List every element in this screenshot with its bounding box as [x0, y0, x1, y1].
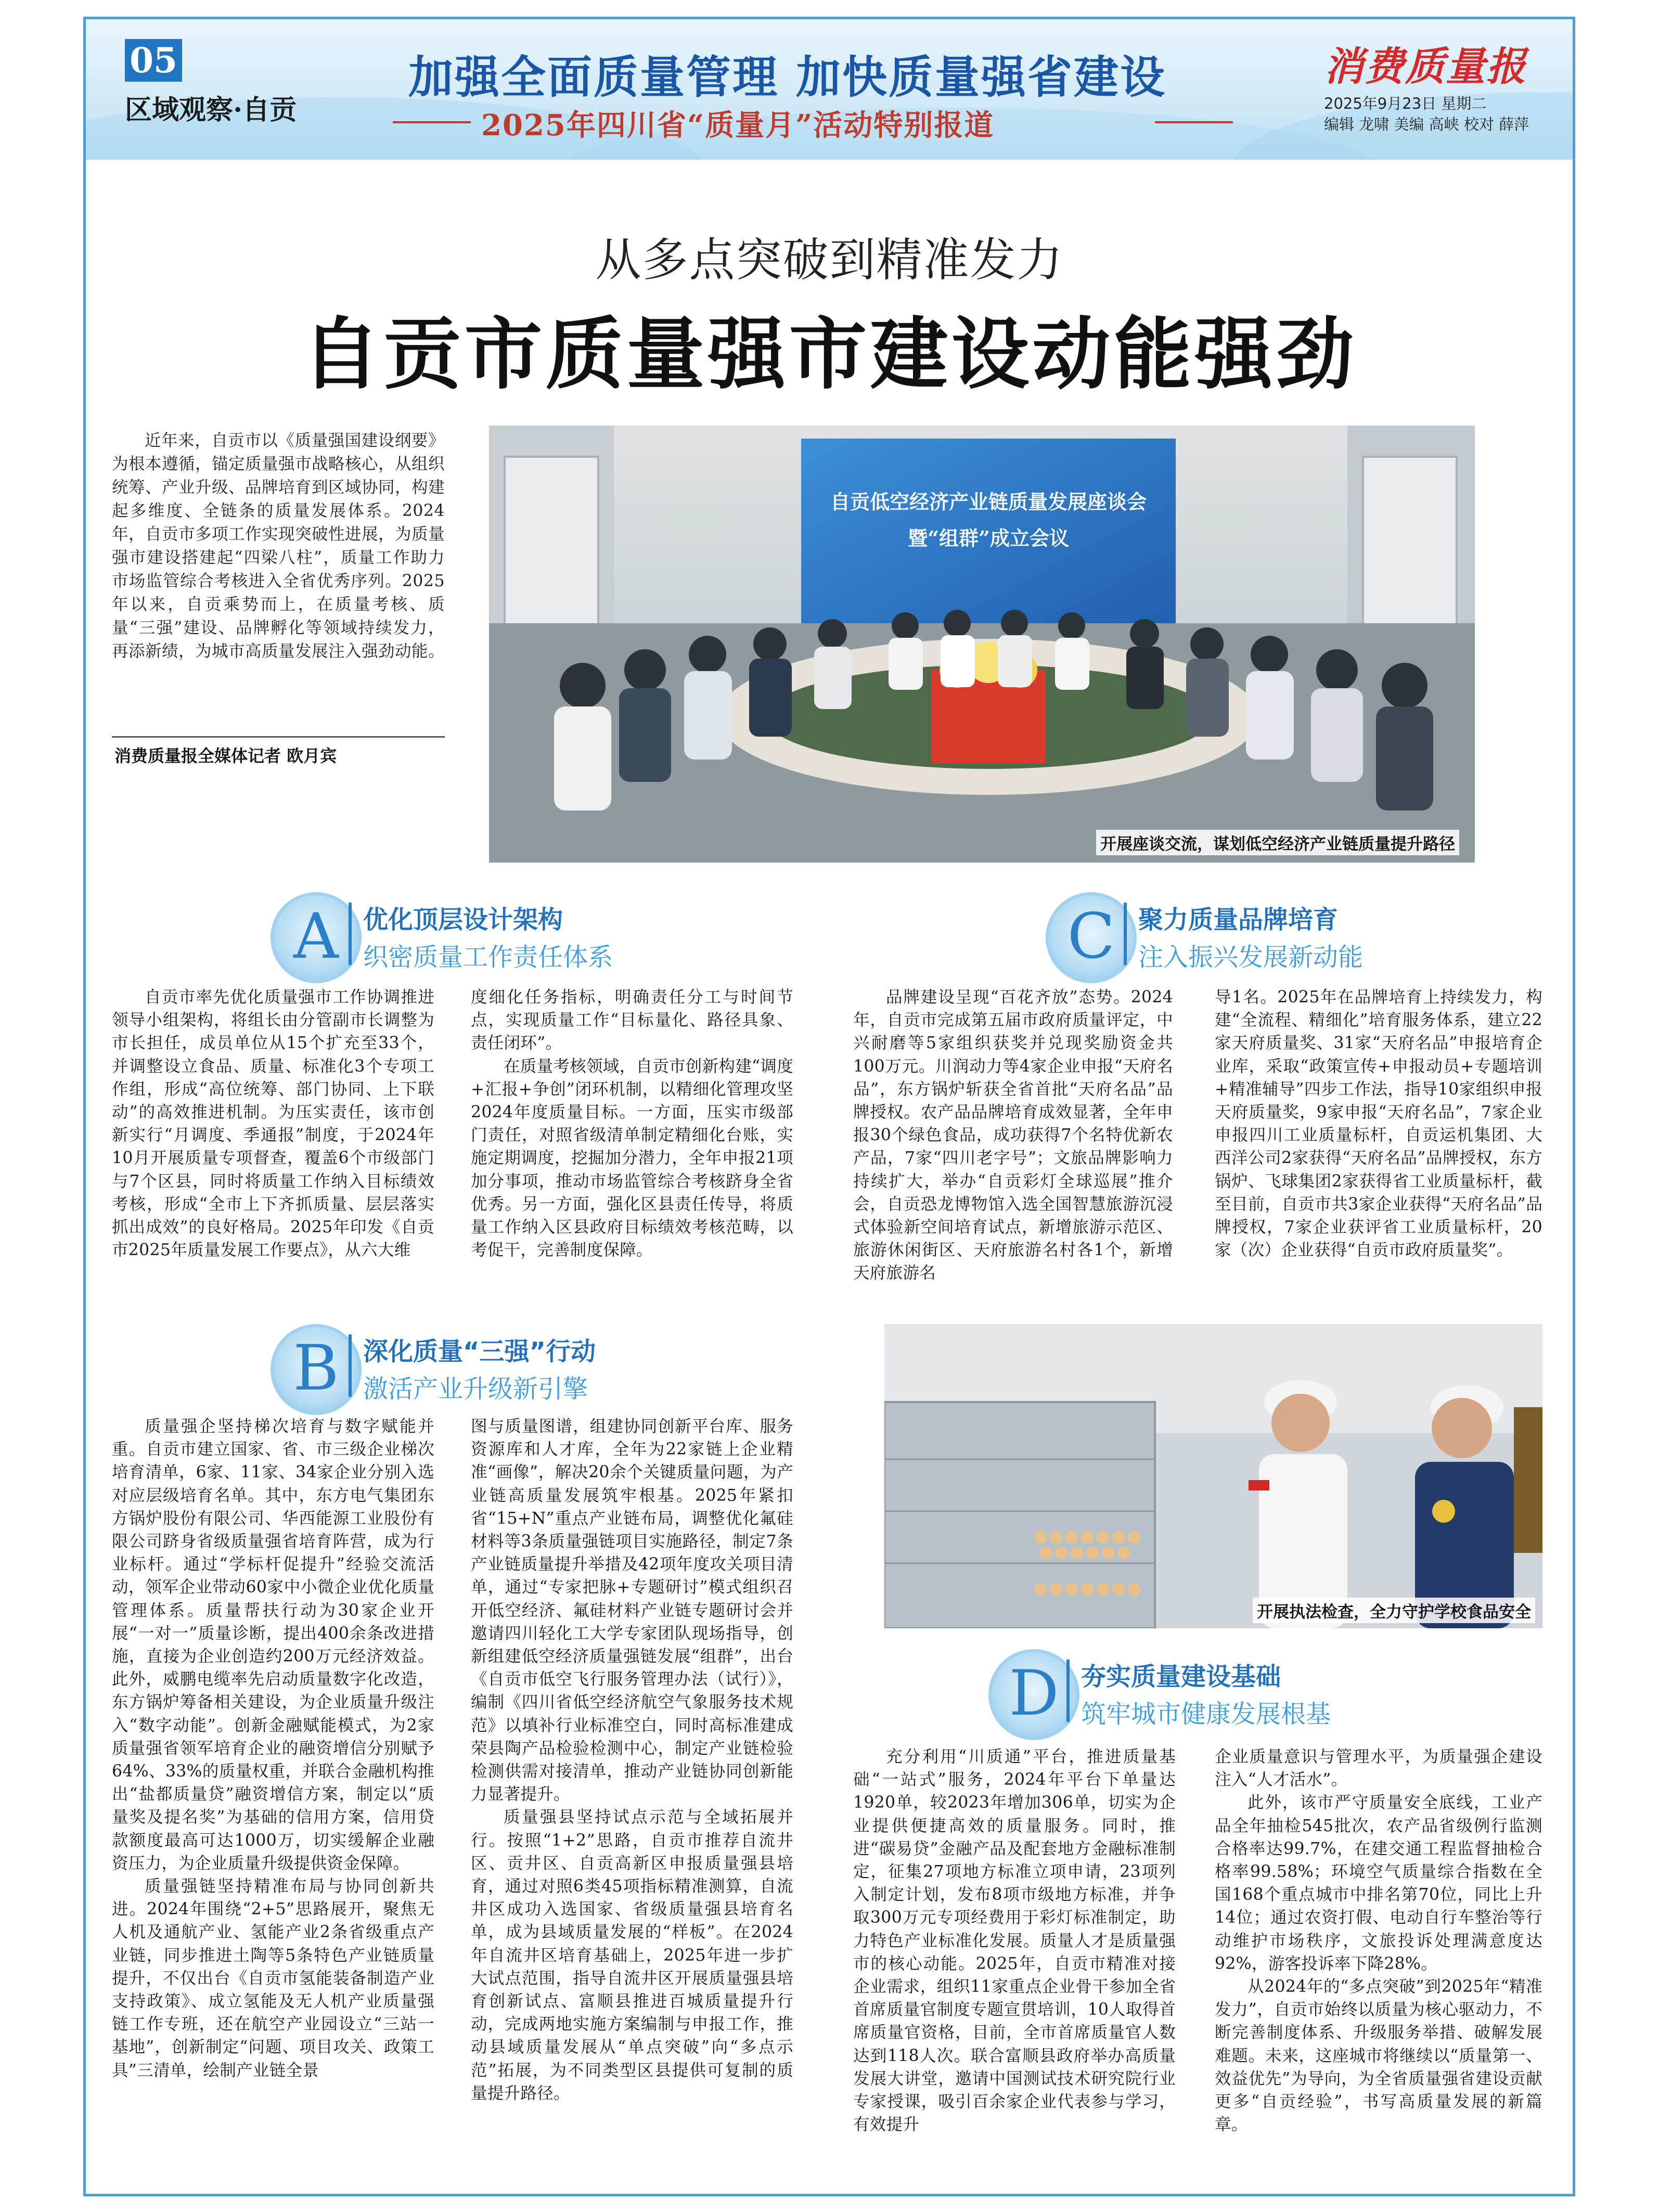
screen-title-line2: 暨“组群”成立会议	[908, 526, 1069, 550]
section-a-title: 优化顶层设计架构	[363, 905, 563, 934]
section-d-letter: D	[1009, 1657, 1059, 1730]
paragraph: 图与质量图谱，组建协同创新平台库、服务资源库和人才库，全年为22家链上企业精准“画像”，解决20余个关键质量问题，为产业链高质量发展筑牢根基。2025年紧扣省“15+N”重点产业链布局，调整优化氟硅材料等3条质量强链项目实施路径，制定7条产业链质量提升举措及42项年度攻关项目清单，通过“专家把脉+专题研讨”模式组织召开低空经济、氟硅材料产业链专题研讨会并邀请四川轻化工大学专家团队现场指导，创新组建低空经济质量强链发展“组群”，出台《自贡市低空飞行服务管理办法（试行）》，编制《四川省低空经济航空气象服务技术规范》以填补行业标准空白，同时高标准建成荣县陶产品检验检测中心，制定产业链检验检测供需对接清单，推动产业链协同创新能力显著提升。	[471, 1417, 793, 1804]
section-a-letter: A	[293, 901, 339, 973]
paragraph: 充分利用“川质通”平台，推进质量基础“一站式”服务，2024年平台下单量达1920单，较2023年增加306单，切实为企业提供便捷高效的质量服务。同时，推进“碳易贷”金融产品及配套地方金融标准制定，征集27项地方标准立项申请，23项列入制定计划，发布8项市级地方标准，并争取300万元专项经费用于彩灯标准制定，助力特色产业标准化发展。质量人才是质量强市的核心动能。2025年，自贡市精准对接企业需求，组织11家重点企业骨干参加全省首席质量官制度专题宣贯培训，10人取得首席质量官资格，目前，全市首席质量官人数达到118人次。联合富顺县政府举办高质量发展大讲堂，邀请中国测试技术研究院行业专家授课，吸引百余家企业代表参与学习，有效提升	[853, 1747, 1176, 2134]
banner-rule-right	[1155, 121, 1233, 123]
page-header	[86, 19, 1573, 160]
section-d-badge	[988, 1649, 1079, 1740]
meeting-photo	[489, 426, 1475, 863]
section-b-bar	[349, 1334, 352, 1397]
section-c-subtitle: 注入振兴发展新动能	[1138, 943, 1364, 972]
paragraph: 导1名。2025年在品牌培育上持续发力，构建“全流程、精细化”培育服务体系，建立22家天府质量奖、31家“天府名品”申报培育企业库，采取“政策宣传+申报动员+专题培训+精准辅导”四步工作法，指导10家组织申报天府质量奖，9家申报“天府名品”，7家企业申报四川工业质量标杆，自贡运机集团、大西洋公司2家获得“天府名品”品牌授权，东方锅炉、飞球集团2家获得省工业质量标杆，截至目前，自贡市共3家企业获得“天府名品”品牌授权，7家企业获评省工业质量标杆，20家（次）企业获得“自贡市政府质量奖”。	[1215, 988, 1542, 1260]
section-a-column-2	[471, 986, 793, 1262]
section-d-heading	[988, 1649, 1509, 1743]
section-a-column-1	[112, 986, 434, 1262]
editors-line: 编辑 龙啸 美编 高峡 校对 薛萍	[1324, 115, 1529, 133]
section-label: 区域观察·自贡	[125, 94, 297, 126]
paragraph: 品牌建设呈现“百花齐放”态势。2024年，自贡市完成第五届市政府质量评定，中兴耐磨等5家组织获奖并兑现奖励资金共100万元。川润动力等4家企业申报“天府名品”，东方锅炉斩获全省首批“天府名品”品牌授权。农产品品牌培育成效显著，全年申报30个绿色食品，成功获得7个名特优新农产品，7家“四川老字号”；文旅品牌影响力持续扩大，举办“自贡彩灯全球巡展”推介会，自贡恐龙博物馆入选全国智慧旅游沉浸式体验新空间培育试点，新增旅游示范区、旅游休闲街区、天府旅游名村各1个，新增天府旅游名	[853, 988, 1173, 1283]
meeting-photo-image	[489, 426, 1475, 863]
header-banner: 加强全面质量管理 加快质量强省建设	[408, 52, 1166, 104]
section-a-heading	[271, 892, 739, 986]
page-number: 05	[125, 39, 182, 82]
lead-divider	[112, 736, 445, 738]
paragraph: 此外，该市严守质量安全底线，工业产品全年抽检545批次，农产品省级例行监测合格率达99.7%，在建交通工程监督抽检合格率99.58%；环境空气质量综合指数在全国168个重点城市中排名第70位，同比上升14位；通过农资打假、电动自行车整治等行动维护市场秩序，文旅投诉处理满意度达92%，游客投诉率下降28%。	[1215, 1793, 1542, 1973]
section-c-badge	[1046, 892, 1137, 983]
meeting-photo-caption: 开展座谈交流，谋划低空经济产业链质量提升路径	[1096, 830, 1459, 855]
lead-text: 近年来，自贡市以《质量强国建设纲要》为根本遵循，锚定质量强市战略核心，从组织统筹、产业升级、品牌培育到区域协同，构建起多维度、全链条的质量发展体系。2024年，自贡市多项工作实现突破性进展，为质量强市建设搭建起“四梁八柱”，质量工作助力市场监管综合考核进入全省优秀序列。2025年以来，自贡乘势而上，在质量考核、质量“三强”建设、品牌孵化等领域持续发力，再添新绩，为城市高质量发展注入强劲动能。	[112, 431, 445, 661]
section-d-subtitle: 筑牢城市健康发展根基	[1081, 1700, 1331, 1729]
paragraph: 质量强企坚持梯次培育与数字赋能并重。自贡市建立国家、省、市三级企业梯次培育清单，6家、11家、34家企业分别入选对应层级培育名单。其中，东方电气集团东方锅炉股份有限公司、华西能源工业股份有限公司跻身省级质量强省培育阵营，成为行业标杆。通过“学标杆促提升”经验交流活动，领军企业带动60家中小微企业优化质量管理体系。质量帮扶行动为30家企业开展“一对一”质量诊断，提出400余条改进措施，直接为企业创造约200万元经济效益。此外，威鹏电缆率先启动质量数字化改造，东方锅炉筹备相关建设，为企业质量升级注入“数字动能”。创新金融赋能模式，为2家质量强省领军培育企业的融资增信分别赋予64%、33%的质量权重，并联合金融机构推出“盐都质量贷”融资增信方案，制定以“质量奖及提名奖”为基础的信用方案，信用贷款额度最高可达1000万，切实缓解企业融资压力，为企业质量升级提供资金保障。	[112, 1417, 434, 1873]
section-d-bar	[1066, 1660, 1070, 1722]
section-b-heading	[271, 1324, 739, 1418]
paragraph: 从2024年的“多点突破”到2025年“精准发力”，自贡市始终以质量为核心驱动力，不断完善制度体系、升级服务举措、破解发展难题。未来，这座城市将继续以“质量第一、效益优先”为导向，为全省质量强省建设贡献更多“自贡经验”，书写高质量发展的新篇章。	[1215, 1977, 1542, 2134]
issue-date: 2025年9月23日 星期二	[1324, 95, 1487, 112]
section-d-column-1	[853, 1745, 1176, 2136]
section-b-badge	[271, 1324, 362, 1415]
section-b-column-1	[112, 1415, 434, 2082]
section-d-title: 夯实质量建设基础	[1081, 1662, 1281, 1691]
article-title: 自贡市质量强市建设动能强劲	[302, 310, 1357, 400]
section-a-bar	[349, 903, 352, 965]
inspection-photo	[884, 1324, 1542, 1628]
section-b-letter: B	[293, 1332, 339, 1405]
section-b-title: 深化质量“三强”行动	[363, 1337, 596, 1366]
paragraph: 企业质量意识与管理水平，为质量强企建设注入“人才活水”。	[1215, 1747, 1542, 1790]
header-subbanner: 2025年四川省“质量月”活动特别报道	[481, 108, 995, 143]
paragraph: 质量强县坚持试点示范与全域拓展并行。按照“1+2”思路，自贡市推荐自流井区、贡井区、自贡高新区申报质量强县培育，通过对照6类45项指标精准测算，自流井区成功入选国家、省级质量强县培育名单，成为县域质量发展的“样板”。在2024年自流井区培育基础上，2025年进一步扩大试点范围，指导自流井区开展质量强县培育创新试点、富顺县推进百城质量提升行动，完成两地实施方案编制与申报工作，推动县域质量发展从“单点突破”向“多点示范”拓展，为不同类型区县提供可复制的质量提升路径。	[471, 1808, 793, 2103]
screen-title-line1: 自贡低空经济产业链质量发展座谈会	[830, 490, 1147, 513]
section-a-badge	[271, 892, 362, 983]
inspection-photo-caption: 开展执法检查，全力守护学校食品安全	[1253, 1598, 1535, 1623]
paper-logo: 消费质量报	[1324, 43, 1527, 89]
section-c-heading	[1046, 892, 1514, 986]
article-kicker: 从多点突破到精准发力	[595, 233, 1064, 287]
paragraph: 质量强链坚持精准布局与协同创新共进。2024年围绕“2+5”思路展开，聚焦无人机及通航产业、氢能产业2条省级重点产业链，同步推进土陶等5条特色产业链质量提升，不仅出台《自贡市氢能装备制造产业支持政策》、成立氢能及无人机产业质量强链工作专班，还在航空产业园设立“三站一基地”，创新制定“问题、项目攻关、政策工具”三清单，绘制产业链全景	[112, 1877, 434, 2080]
paragraph: 在质量考核领域，自贡市创新构建“调度+汇报+争创”闭环机制，以精细化管理攻坚2024年度质量目标。一方面，压实市级部门责任，对照省级清单制定精细化台账，实施定期调度，挖掘加分潜力，全年申报21项加分事项，推动市场监管综合考核跻身全省优秀。另一方面，强化区县责任传导，将质量工作纳入区县政府目标绩效考核范畴，以考促干，完善制度保障。	[471, 1057, 794, 1260]
section-c-letter: C	[1067, 901, 1115, 973]
section-d-column-2	[1215, 1745, 1542, 2136]
inspection-photo-image	[884, 1324, 1542, 1628]
section-c-title: 聚力质量品牌培育	[1138, 905, 1339, 934]
section-c-bar	[1124, 903, 1127, 965]
paragraph: 自贡市率先优化质量强市工作协调推进领导小组架构，将组长由分管副市长调整为市长担任，成员单位从15个扩充至33个，并调整设立食品、质量、标准化3个专项工作组，形成“高位统筹、部门协同、上下联动”的高效推进机制。为压实责任，该市创新实行“月调度、季通报”制度，于2024年10月开展质量专项督查，覆盖6个市级部门与7个区县，同时将质量工作纳入目标绩效考核，形成“全市上下齐抓质量、层层落实抓出成效”的良好格局。2025年印发《自贡市2025年质量发展工作要点》，从六大维	[112, 988, 434, 1260]
section-c-column-1	[853, 986, 1173, 1285]
section-b-subtitle: 激活产业升级新引擎	[363, 1374, 588, 1404]
section-b-column-2	[471, 1415, 793, 2105]
paragraph: 度细化任务指标，明确责任分工与时间节点，实现质量工作“目标量化、路径具象、责任闭环”。	[471, 988, 793, 1053]
section-c-column-2	[1215, 986, 1542, 1262]
section-a-subtitle: 织密质量工作责任体系	[363, 943, 613, 972]
byline: 消费质量报全媒体记者 欧月宾	[114, 746, 337, 766]
banner-rule-left	[393, 121, 471, 123]
article-lead	[112, 429, 445, 663]
